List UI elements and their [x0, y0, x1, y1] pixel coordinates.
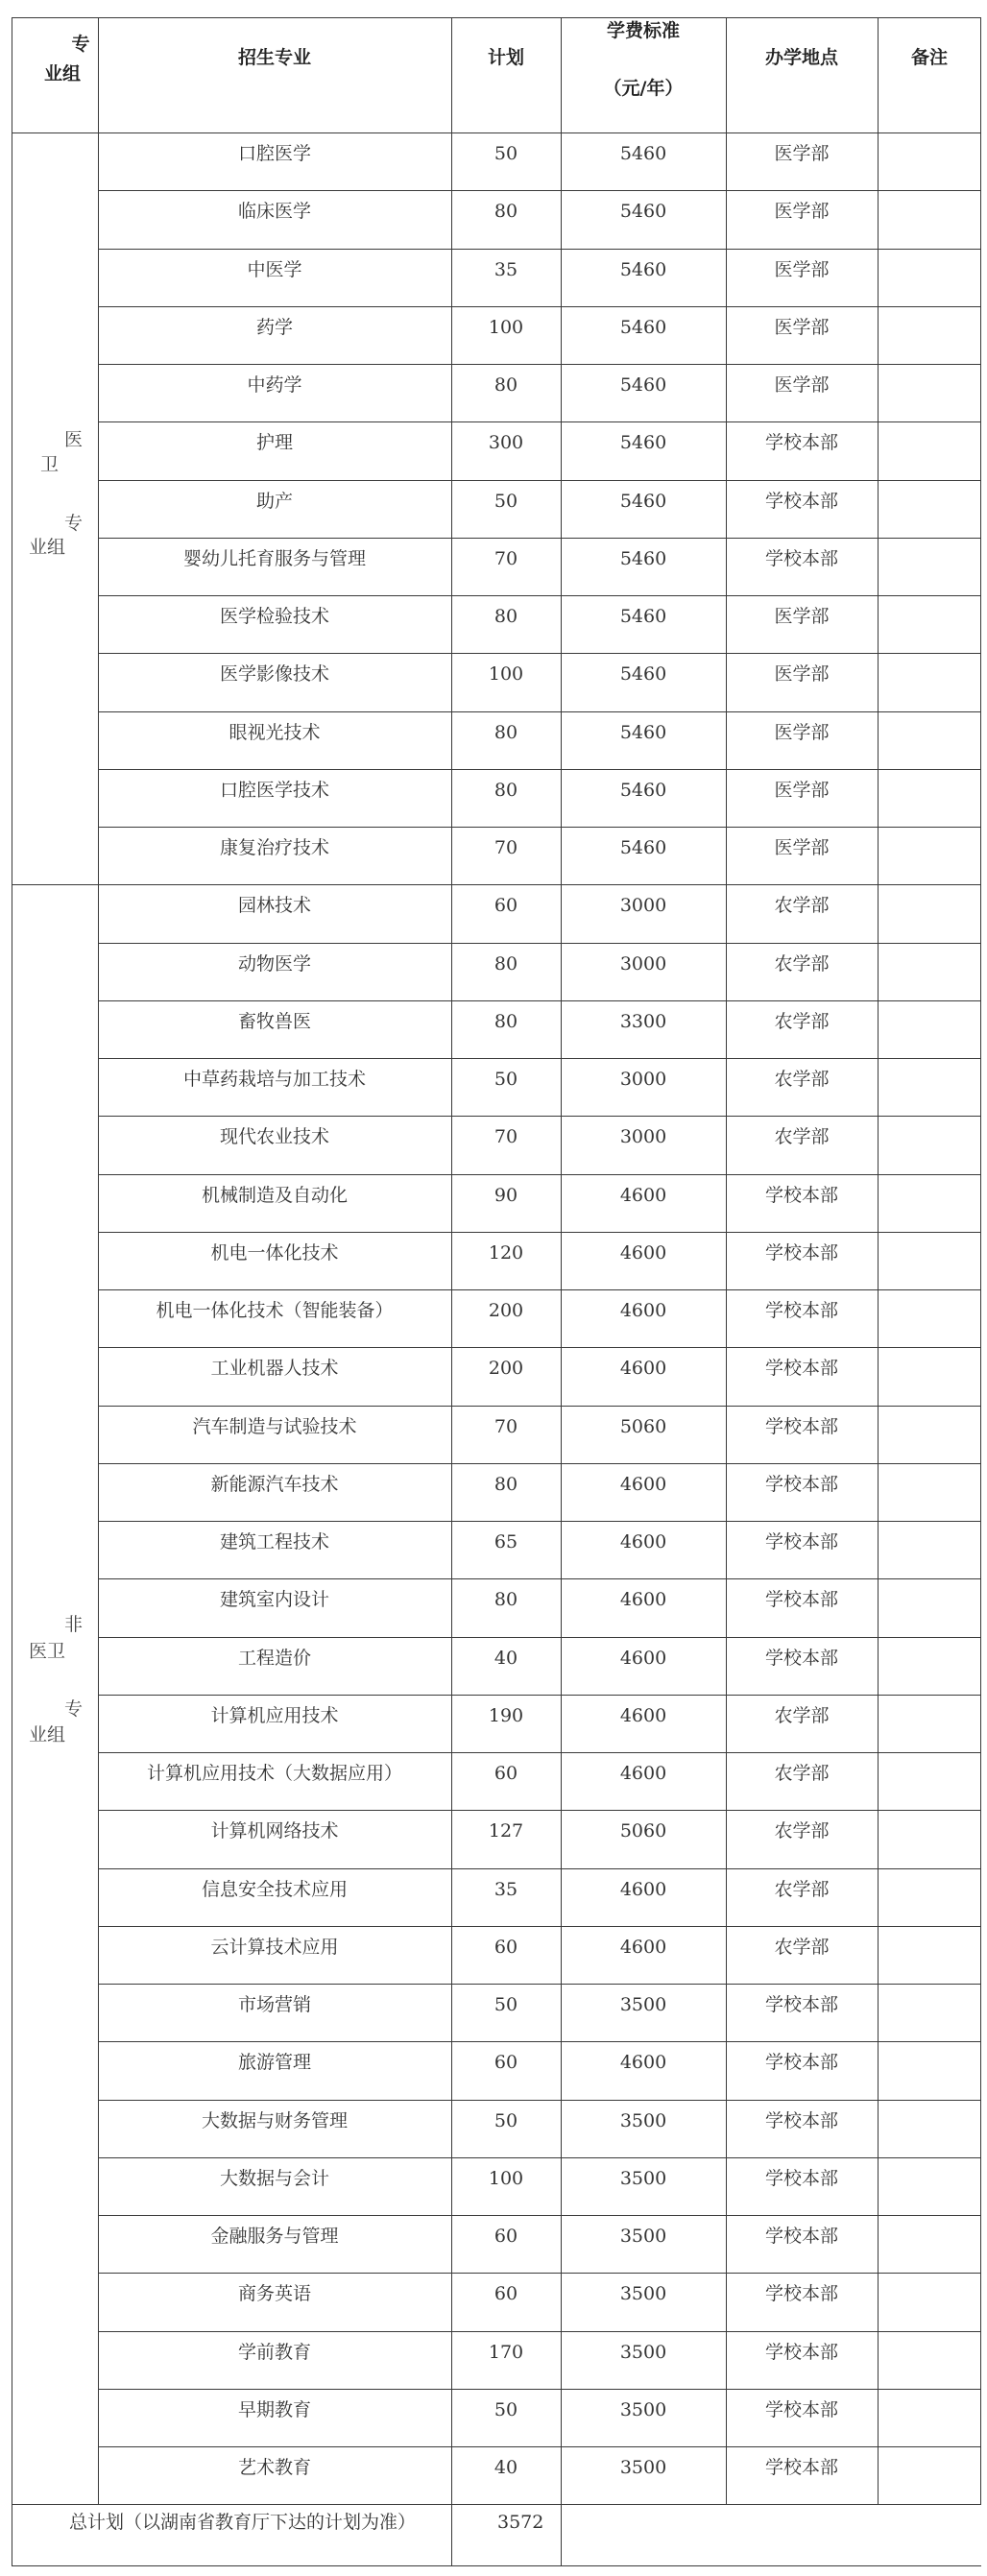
row-major: 商务英语 [237, 2283, 311, 2304]
row-plan: 80 [494, 722, 518, 743]
row-divider [98, 1000, 981, 1001]
row-fee: 5460 [619, 491, 667, 512]
row-major: 计算机网络技术 [210, 1820, 339, 1842]
header-plan: 计划 [487, 47, 524, 68]
row-divider [12, 884, 981, 885]
row-major: 护理 [255, 432, 293, 453]
row-plan: 50 [494, 491, 518, 512]
row-fee: 3300 [619, 1011, 667, 1032]
header-divider [12, 132, 981, 133]
row-location: 农学部 [774, 1011, 830, 1032]
row-divider [98, 249, 981, 250]
row-divider [98, 1174, 981, 1175]
row-location: 学校本部 [764, 2399, 838, 2420]
row-divider [98, 595, 981, 596]
row-divider [98, 1926, 981, 1927]
header-remark: 备注 [910, 47, 948, 68]
row-fee: 5460 [619, 143, 667, 164]
header-group-line1: 专 [71, 34, 90, 55]
row-fee: 5460 [619, 432, 667, 453]
row-plan: 35 [494, 1879, 518, 1900]
row-plan: 60 [494, 2226, 518, 2247]
row-location: 医学部 [774, 317, 830, 338]
row-location: 学校本部 [764, 1531, 838, 1553]
row-major: 金融服务与管理 [210, 2226, 339, 2247]
row-location: 医学部 [774, 606, 830, 627]
row-location: 农学部 [774, 1937, 830, 1958]
row-fee: 5060 [619, 1416, 667, 1437]
row-divider [98, 711, 981, 712]
row-location: 学校本部 [764, 2283, 838, 2304]
group2-line4: 业组 [29, 1724, 66, 1745]
row-divider [98, 2215, 981, 2216]
row-location: 学校本部 [764, 1242, 838, 1264]
row-plan: 300 [488, 432, 524, 453]
row-divider [98, 1868, 981, 1869]
row-plan: 100 [488, 663, 524, 685]
row-fee: 3500 [619, 2283, 667, 2304]
row-major: 婴幼儿托育服务与管理 [182, 548, 366, 569]
row-location: 农学部 [774, 1126, 830, 1147]
row-location: 学校本部 [764, 2457, 838, 2478]
table-border-top [12, 17, 981, 18]
row-fee: 5460 [619, 374, 667, 396]
row-location: 农学部 [774, 1879, 830, 1900]
row-fee: 3500 [619, 2399, 667, 2420]
row-divider [98, 538, 981, 539]
row-plan: 100 [488, 317, 524, 338]
row-location: 学校本部 [764, 491, 838, 512]
row-plan: 40 [494, 2457, 518, 2478]
row-major: 旅游管理 [237, 2052, 311, 2073]
column-divider [726, 17, 727, 2504]
row-major: 中草药栽培与加工技术 [182, 1069, 366, 1090]
row-fee: 5460 [619, 548, 667, 569]
group1-line3: 专 [64, 513, 84, 534]
row-location: 医学部 [774, 780, 830, 801]
row-plan: 50 [494, 2399, 518, 2420]
row-divider [98, 1347, 981, 1348]
row-plan: 70 [494, 837, 518, 858]
row-fee: 3500 [619, 2457, 667, 2478]
row-divider [98, 364, 981, 365]
row-major: 大数据与会计 [219, 2168, 329, 2189]
row-divider [98, 1810, 981, 1811]
total-label: 总计划（以湖南省教育厅下达的计划为准） [69, 2512, 417, 2533]
row-fee: 4600 [619, 1474, 667, 1495]
row-fee: 5060 [619, 1820, 667, 1842]
row-location: 医学部 [774, 143, 830, 164]
header-fee-line1: 学费标准 [606, 20, 680, 41]
row-divider [98, 769, 981, 770]
row-fee: 5460 [619, 201, 667, 222]
row-plan: 50 [494, 1994, 518, 2015]
table-border-right [980, 17, 981, 2504]
row-fee: 4600 [619, 1242, 667, 1264]
row-major: 临床医学 [237, 201, 311, 222]
row-plan: 80 [494, 1589, 518, 1610]
row-plan: 170 [488, 2342, 524, 2363]
row-location: 医学部 [774, 259, 830, 280]
row-plan: 127 [488, 1820, 524, 1842]
row-location: 学校本部 [764, 2168, 838, 2189]
row-major: 助产 [255, 491, 293, 512]
total-value: 3572 [497, 2512, 544, 2533]
row-plan: 50 [494, 143, 518, 164]
row-divider [98, 1058, 981, 1059]
row-major: 信息安全技术应用 [201, 1879, 348, 1900]
row-major: 汽车制造与试验技术 [192, 1416, 357, 1437]
row-plan: 70 [494, 548, 518, 569]
row-location: 学校本部 [764, 1358, 838, 1379]
row-divider [98, 2273, 981, 2274]
group1-line2: 卫 [40, 454, 60, 475]
row-fee: 3500 [619, 2110, 667, 2131]
row-plan: 120 [488, 1242, 524, 1264]
row-divider [98, 1232, 981, 1233]
row-divider [98, 1406, 981, 1407]
row-plan: 80 [494, 1011, 518, 1032]
row-location: 医学部 [774, 837, 830, 858]
row-plan: 60 [494, 2052, 518, 2073]
row-location: 农学部 [774, 953, 830, 975]
row-plan: 100 [488, 2168, 524, 2189]
row-fee: 4600 [619, 1300, 667, 1321]
row-plan: 200 [488, 1300, 524, 1321]
row-major: 早期教育 [237, 2399, 311, 2420]
row-fee: 4600 [619, 1531, 667, 1553]
row-divider [98, 190, 981, 191]
row-divider [98, 943, 981, 944]
row-major: 建筑工程技术 [219, 1531, 329, 1553]
header-location: 办学地点 [764, 47, 838, 68]
group1-line1: 医 [64, 429, 84, 450]
row-location: 学校本部 [764, 2342, 838, 2363]
footer-divider [451, 2504, 452, 2565]
row-plan: 50 [494, 1069, 518, 1090]
row-location: 学校本部 [764, 1474, 838, 1495]
row-fee: 4600 [619, 1185, 667, 1206]
row-location: 学校本部 [764, 1185, 838, 1206]
row-location: 学校本部 [764, 1589, 838, 1610]
row-major: 现代农业技术 [219, 1126, 329, 1147]
row-major: 机电一体化技术 [210, 1242, 339, 1264]
row-divider [98, 827, 981, 828]
row-plan: 80 [494, 606, 518, 627]
column-divider [98, 17, 99, 2504]
row-fee: 4600 [619, 1705, 667, 1726]
row-fee: 4600 [619, 1937, 667, 1958]
row-plan: 80 [494, 1474, 518, 1495]
row-divider [98, 1116, 981, 1117]
row-fee: 5460 [619, 663, 667, 685]
row-fee: 3500 [619, 2168, 667, 2189]
header-fee-line2: （元/年） [603, 78, 684, 99]
row-plan: 190 [488, 1705, 524, 1726]
row-location: 学校本部 [764, 1994, 838, 2015]
row-major: 口腔医学 [237, 143, 311, 164]
row-plan: 80 [494, 201, 518, 222]
row-major: 机电一体化技术（智能装备） [156, 1300, 394, 1321]
row-fee: 5460 [619, 317, 667, 338]
row-plan: 60 [494, 2283, 518, 2304]
row-major: 眼视光技术 [229, 722, 321, 743]
row-fee: 3000 [619, 1126, 667, 1147]
row-fee: 3000 [619, 953, 667, 975]
row-location: 医学部 [774, 374, 830, 396]
row-major: 新能源汽车技术 [210, 1474, 339, 1495]
row-plan: 65 [494, 1531, 518, 1553]
row-divider [98, 2446, 981, 2447]
row-location: 医学部 [774, 722, 830, 743]
row-fee: 4600 [619, 1879, 667, 1900]
row-fee: 3500 [619, 2342, 667, 2363]
row-location: 医学部 [774, 201, 830, 222]
row-major: 药学 [255, 317, 293, 338]
row-major: 云计算技术应用 [210, 1937, 339, 1958]
group2-line2: 医卫 [29, 1641, 66, 1662]
row-divider [98, 653, 981, 654]
row-plan: 90 [494, 1185, 518, 1206]
row-location: 学校本部 [764, 2110, 838, 2131]
row-divider [98, 2157, 981, 2158]
row-fee: 4600 [619, 1648, 667, 1669]
row-major: 工程造价 [237, 1648, 311, 1669]
row-divider [98, 1578, 981, 1579]
row-location: 学校本部 [764, 1648, 838, 1669]
row-plan: 40 [494, 1648, 518, 1669]
row-location: 农学部 [774, 1820, 830, 1842]
row-fee: 5460 [619, 259, 667, 280]
row-fee: 4600 [619, 1358, 667, 1379]
row-location: 学校本部 [764, 2226, 838, 2247]
row-plan: 70 [494, 1126, 518, 1147]
row-major: 畜牧兽医 [237, 1011, 311, 1032]
row-major: 计算机应用技术 [210, 1705, 339, 1726]
row-divider [98, 2041, 981, 2042]
row-major: 市场营销 [237, 1994, 311, 2015]
row-divider [12, 2504, 981, 2505]
row-divider [98, 1637, 981, 1638]
row-fee: 3000 [619, 895, 667, 916]
row-location: 农学部 [774, 1763, 830, 1784]
row-major: 口腔医学技术 [219, 780, 329, 801]
row-location: 学校本部 [764, 548, 838, 569]
column-divider [878, 17, 879, 2504]
row-major: 学前教育 [237, 2342, 311, 2363]
row-plan: 35 [494, 259, 518, 280]
row-location: 农学部 [774, 1069, 830, 1090]
row-plan: 50 [494, 2110, 518, 2131]
row-fee: 4600 [619, 1763, 667, 1784]
row-location: 学校本部 [764, 2052, 838, 2073]
row-major: 中药学 [247, 374, 302, 396]
row-major: 计算机应用技术（大数据应用） [146, 1763, 402, 1784]
header-major: 招生专业 [237, 47, 311, 68]
table-border-bottom [12, 2565, 981, 2566]
row-major: 机械制造及自动化 [201, 1185, 348, 1206]
row-major: 医学影像技术 [219, 663, 329, 685]
row-plan: 80 [494, 374, 518, 396]
row-divider [98, 1984, 981, 1985]
row-fee: 3500 [619, 1994, 667, 2015]
row-fee: 5460 [619, 606, 667, 627]
row-divider [98, 2389, 981, 2390]
row-major: 中医学 [247, 259, 302, 280]
footer-divider [561, 2504, 562, 2565]
row-fee: 3000 [619, 1069, 667, 1090]
row-fee: 5460 [619, 722, 667, 743]
row-location: 学校本部 [764, 1300, 838, 1321]
column-divider [561, 17, 562, 2504]
row-major: 康复治疗技术 [219, 837, 329, 858]
row-fee: 3500 [619, 2226, 667, 2247]
row-location: 学校本部 [764, 1416, 838, 1437]
row-major: 大数据与财务管理 [201, 2110, 348, 2131]
row-divider [98, 1289, 981, 1290]
header-group-line2: 业组 [43, 63, 81, 84]
group1-line4: 业组 [29, 537, 66, 558]
row-divider [98, 421, 981, 422]
row-divider [98, 1521, 981, 1522]
row-fee: 4600 [619, 1589, 667, 1610]
row-location: 学校本部 [764, 432, 838, 453]
row-plan: 60 [494, 1937, 518, 1958]
group2-line3: 专 [64, 1698, 84, 1720]
row-divider [98, 306, 981, 307]
row-plan: 60 [494, 895, 518, 916]
row-fee: 5460 [619, 837, 667, 858]
row-plan: 80 [494, 953, 518, 975]
column-divider [451, 17, 452, 2504]
row-major: 园林技术 [237, 895, 311, 916]
row-fee: 4600 [619, 2052, 667, 2073]
row-plan: 200 [488, 1358, 524, 1379]
row-divider [98, 1463, 981, 1464]
enrollment-plan-table [12, 17, 981, 2576]
row-major: 工业机器人技术 [210, 1358, 339, 1379]
group2-line1: 非 [64, 1614, 84, 1635]
row-plan: 70 [494, 1416, 518, 1437]
row-divider [98, 2100, 981, 2101]
row-location: 医学部 [774, 663, 830, 685]
row-fee: 5460 [619, 780, 667, 801]
row-location: 农学部 [774, 895, 830, 916]
row-divider [98, 480, 981, 481]
row-divider [98, 2331, 981, 2332]
row-plan: 80 [494, 780, 518, 801]
row-major: 建筑室内设计 [219, 1589, 329, 1610]
row-location: 农学部 [774, 1705, 830, 1726]
row-divider [98, 1752, 981, 1753]
row-major: 医学检验技术 [219, 606, 329, 627]
row-major: 动物医学 [237, 953, 311, 975]
row-major: 艺术教育 [237, 2457, 311, 2478]
row-divider [98, 1695, 981, 1696]
row-plan: 60 [494, 1763, 518, 1784]
